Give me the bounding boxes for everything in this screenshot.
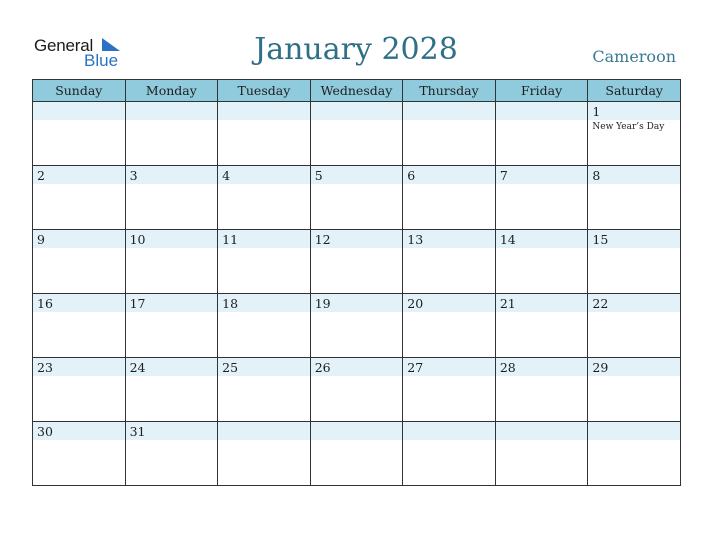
day-cell	[588, 294, 681, 358]
day-cell	[403, 166, 496, 230]
day-cell	[125, 230, 218, 294]
day-number: 26	[314, 360, 331, 375]
weekday-header-row	[33, 80, 681, 102]
day-number: 15	[592, 232, 609, 247]
week-row	[33, 230, 681, 294]
day-number: 5	[314, 168, 323, 183]
day-cell	[33, 422, 126, 486]
day-number: 27	[407, 360, 424, 375]
day-number: 25	[222, 360, 239, 375]
day-header-bar	[33, 102, 125, 120]
day-cell	[33, 166, 126, 230]
week-row	[33, 358, 681, 422]
holiday-label: New Year’s Day	[592, 122, 665, 132]
day-number: 8	[592, 168, 601, 183]
day-number: 31	[129, 424, 146, 439]
day-cell	[588, 358, 681, 422]
day-cell	[495, 294, 588, 358]
day-number: 2	[37, 168, 45, 183]
day-cell	[218, 422, 311, 486]
week-row	[33, 422, 681, 486]
day-header-bar	[218, 102, 310, 120]
day-cell	[403, 102, 496, 166]
day-header-bar	[126, 102, 218, 120]
day-cell	[588, 102, 681, 166]
day-cell	[218, 230, 311, 294]
day-header-bar	[311, 166, 403, 184]
week-row	[33, 294, 681, 358]
day-cell	[588, 230, 681, 294]
day-header-bar	[588, 102, 680, 120]
day-number: 29	[592, 360, 609, 375]
day-number: 24	[129, 360, 146, 375]
day-cell	[125, 422, 218, 486]
day-number: 14	[499, 232, 516, 247]
day-header-bar	[218, 166, 310, 184]
day-cell	[33, 358, 126, 422]
calendar-grid	[32, 79, 681, 486]
day-cell	[403, 294, 496, 358]
day-cell	[588, 166, 681, 230]
day-cell	[310, 422, 403, 486]
day-cell	[218, 294, 311, 358]
day-header-bar	[496, 422, 588, 440]
day-number: 13	[407, 232, 424, 247]
day-cell	[310, 230, 403, 294]
day-number: 20	[407, 296, 424, 311]
day-cell	[218, 102, 311, 166]
day-cell	[218, 166, 311, 230]
day-number: 22	[592, 296, 609, 311]
day-cell	[403, 230, 496, 294]
day-cell	[310, 294, 403, 358]
day-header-bar	[496, 166, 588, 184]
day-number: 16	[37, 296, 53, 311]
day-header-bar	[311, 102, 403, 120]
day-cell	[403, 358, 496, 422]
day-header-bar	[33, 230, 125, 248]
day-header-bar	[311, 422, 403, 440]
day-cell	[33, 230, 126, 294]
week-row	[33, 166, 681, 230]
weekday-thursday: Thursday	[403, 80, 496, 102]
weekday-wednesday: Wednesday	[310, 80, 403, 102]
day-number: 19	[314, 296, 331, 311]
day-cell	[125, 102, 218, 166]
weekday-sunday: Sunday	[33, 80, 126, 102]
country-label: Cameroon	[592, 47, 676, 66]
weekday-friday: Friday	[495, 80, 588, 102]
logo-text-blue: Blue	[84, 51, 119, 70]
day-header-bar	[403, 166, 495, 184]
day-number: 12	[314, 232, 331, 247]
weekday-monday: Monday	[125, 80, 218, 102]
day-number: 3	[129, 168, 138, 183]
day-header-bar	[588, 166, 680, 184]
day-number: 18	[222, 296, 239, 311]
day-number: 17	[129, 296, 146, 311]
day-number: 1	[592, 104, 601, 119]
day-number: 10	[129, 232, 146, 247]
day-cell	[125, 358, 218, 422]
day-header-bar	[403, 422, 495, 440]
day-cell	[495, 422, 588, 486]
week-row	[33, 102, 681, 166]
weekday-tuesday: Tuesday	[218, 80, 311, 102]
day-number: 6	[407, 168, 416, 183]
day-number: 28	[499, 360, 516, 375]
weekday-saturday: Saturday	[588, 80, 681, 102]
day-cell	[310, 166, 403, 230]
day-cell	[495, 230, 588, 294]
day-header-bar	[218, 422, 310, 440]
day-number: 23	[37, 360, 53, 375]
day-number: 4	[222, 168, 231, 183]
day-number: 21	[499, 296, 516, 311]
day-cell	[588, 422, 681, 486]
day-number: 7	[499, 168, 508, 183]
day-cell	[33, 102, 126, 166]
day-header-bar	[126, 166, 218, 184]
calendar-title: January 2028	[254, 32, 458, 67]
day-cell	[33, 294, 126, 358]
day-header-bar	[403, 102, 495, 120]
day-cell	[495, 358, 588, 422]
day-cell	[403, 422, 496, 486]
day-header-bar	[588, 422, 680, 440]
day-cell	[495, 166, 588, 230]
day-number: 11	[222, 232, 239, 247]
day-cell	[310, 102, 403, 166]
day-header-bar	[496, 102, 588, 120]
day-cell	[218, 358, 311, 422]
day-cell	[495, 102, 588, 166]
day-cell	[125, 166, 218, 230]
day-number: 30	[37, 424, 53, 439]
day-number: 9	[37, 232, 45, 247]
day-cell	[125, 294, 218, 358]
logo-text-general: General	[34, 36, 94, 55]
day-header-bar	[33, 166, 125, 184]
day-cell	[310, 358, 403, 422]
